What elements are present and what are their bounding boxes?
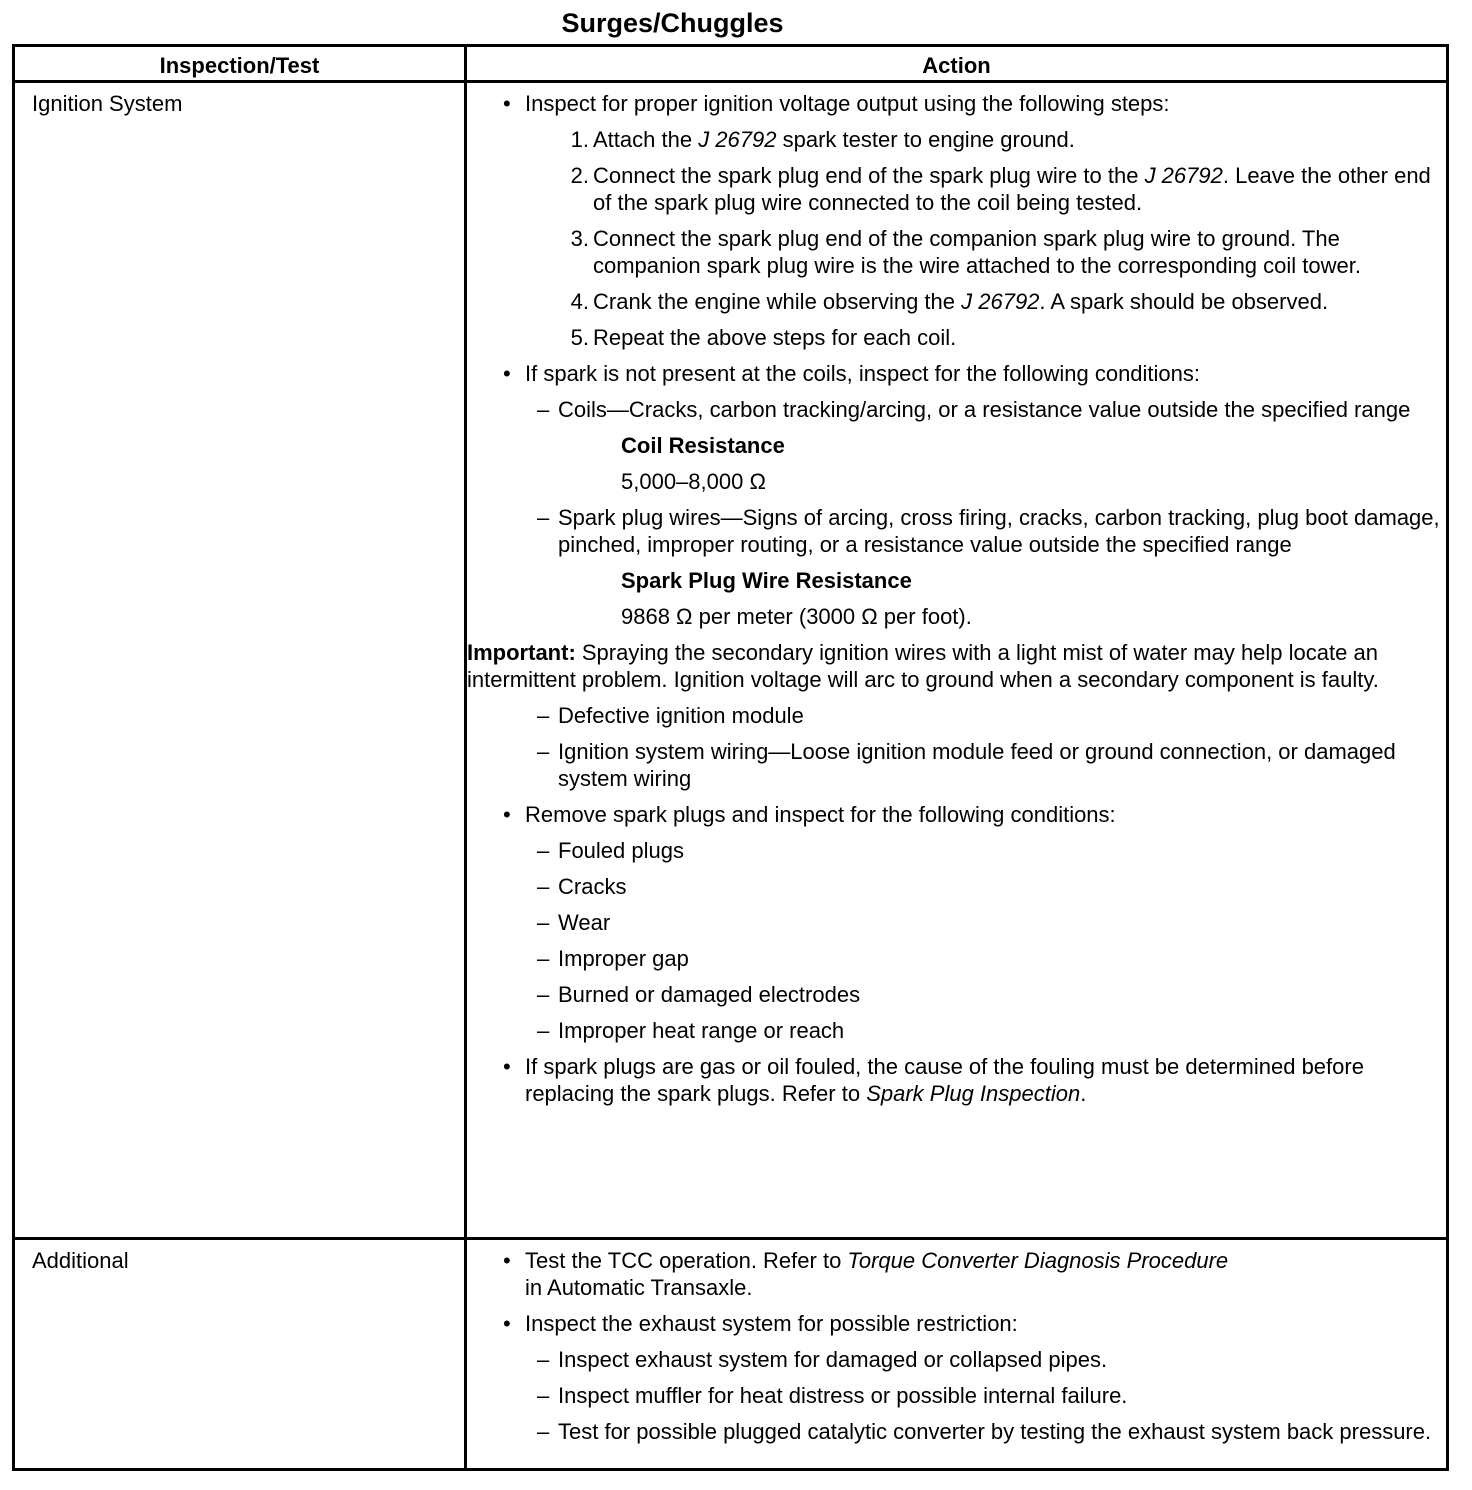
coil-resistance-value: 5,000–8,000 Ω <box>621 469 766 494</box>
dash-icon: – <box>537 505 550 530</box>
ignition-actions <box>467 90 1442 1107</box>
list-item: – Coils—Cracks, carbon tracking/arcing, or a resistance value outside the specified range <box>537 397 1411 422</box>
list-item: – Spark plug wires—Signs of arcing, cross firing, cracks, carbon tracking, plug boot damage, pinched, improper routing, or a resistance value outside the specified range <box>537 505 1440 557</box>
list-item: • Inspect the exhaust system for possible restriction: <box>503 1311 1018 1336</box>
list-item: – Test for possible plugged catalytic converter by testing the exhaust system back pressure. <box>537 1419 1432 1444</box>
list-item: – Improper gap <box>537 946 689 971</box>
additional-actions <box>477 1247 1442 1445</box>
list-item: – Cracks <box>537 874 627 899</box>
bullet-icon: • <box>503 1248 511 1273</box>
list-item: • If spark plugs are gas or oil fouled, the cause of the fouling must be determined before replacing the spark plugs. Refer to Spark Plug Inspection. <box>503 1054 1364 1106</box>
dash-icon: – <box>537 874 550 899</box>
list-item: – Inspect muffler for heat distress or possible internal failure. <box>537 1383 1128 1408</box>
page-title: Surges/Chuggles <box>561 8 784 38</box>
dash-icon: – <box>537 739 550 764</box>
list-item: – Fouled plugs <box>537 838 684 863</box>
dash-icon: – <box>537 910 550 935</box>
step-3: 3. Connect the spark plug end of the companion spark plug wire to ground. The companion spark plug wire is the wire attached to the corresponding coil tower. <box>570 226 1361 278</box>
list-item: – Defective ignition module <box>537 703 804 728</box>
list-item: – Inspect exhaust system for damaged or collapsed pipes. <box>537 1347 1108 1372</box>
dash-icon: – <box>537 703 550 728</box>
header-action: Action <box>922 53 991 78</box>
header-divider <box>15 80 1446 83</box>
list-item: • Inspect for proper ignition voltage output using the following steps: <box>503 91 1170 116</box>
dash-icon: – <box>537 1419 550 1444</box>
step-1: 1. Attach the J 26792 spark tester to engine ground. <box>570 127 1075 152</box>
list-item: – Burned or damaged electrodes <box>537 982 861 1007</box>
dash-icon: – <box>537 1347 550 1372</box>
list-item: – Improper heat range or reach <box>537 1018 845 1043</box>
list-item: • If spark is not present at the coils, inspect for the following conditions: <box>503 361 1201 386</box>
dash-icon: – <box>537 946 550 971</box>
step-4: 4. Crank the engine while observing the J 26792. A spark should be observed. <box>570 289 1329 314</box>
dash-icon: – <box>537 838 550 863</box>
row-label-ignition: Ignition System <box>32 91 183 116</box>
list-item: – Ignition system wiring—Loose ignition module feed or ground connection, or damaged system wiring <box>537 739 1396 791</box>
wire-resistance-label: Spark Plug Wire Resistance <box>621 568 912 593</box>
step-2: 2. Connect the spark plug end of the spark plug wire to the J 26792. Leave the other end of the spark plug wire connected to the coil being tested. <box>570 163 1431 215</box>
list-item: • Test the TCC operation. Refer to Torque Converter Diagnosis Procedure in Automatic Transaxle. <box>503 1248 1229 1300</box>
bullet-icon: • <box>503 802 511 827</box>
header-inspection: Inspection/Test <box>159 53 320 78</box>
column-divider <box>464 47 467 1468</box>
bullet-icon: • <box>503 361 511 386</box>
row-divider <box>15 1237 1446 1240</box>
important-note: Important: Spraying the secondary ignition wires with a light mist of water may help locate an intermittent problem. Ignition voltage will arc to ground when a secondary component is faulty. <box>467 640 1379 692</box>
dash-icon: – <box>537 397 550 422</box>
step-5: 5. Repeat the above steps for each coil. <box>570 325 957 350</box>
row-label-additional: Additional <box>32 1248 129 1273</box>
bullet-icon: • <box>503 1054 511 1079</box>
list-item: • Remove spark plugs and inspect for the following conditions: <box>503 802 1116 827</box>
diagnosis-table <box>12 44 1449 1471</box>
dash-icon: – <box>537 1018 550 1043</box>
bullet-icon: • <box>503 1311 511 1336</box>
coil-resistance-label: Coil Resistance <box>621 433 785 458</box>
dash-icon: – <box>537 1383 550 1408</box>
dash-icon: – <box>537 982 550 1007</box>
bullet-icon: • <box>503 91 511 116</box>
list-item: – Wear <box>537 910 611 935</box>
wire-resistance-value: 9868 Ω per meter (3000 Ω per foot). <box>621 604 972 629</box>
